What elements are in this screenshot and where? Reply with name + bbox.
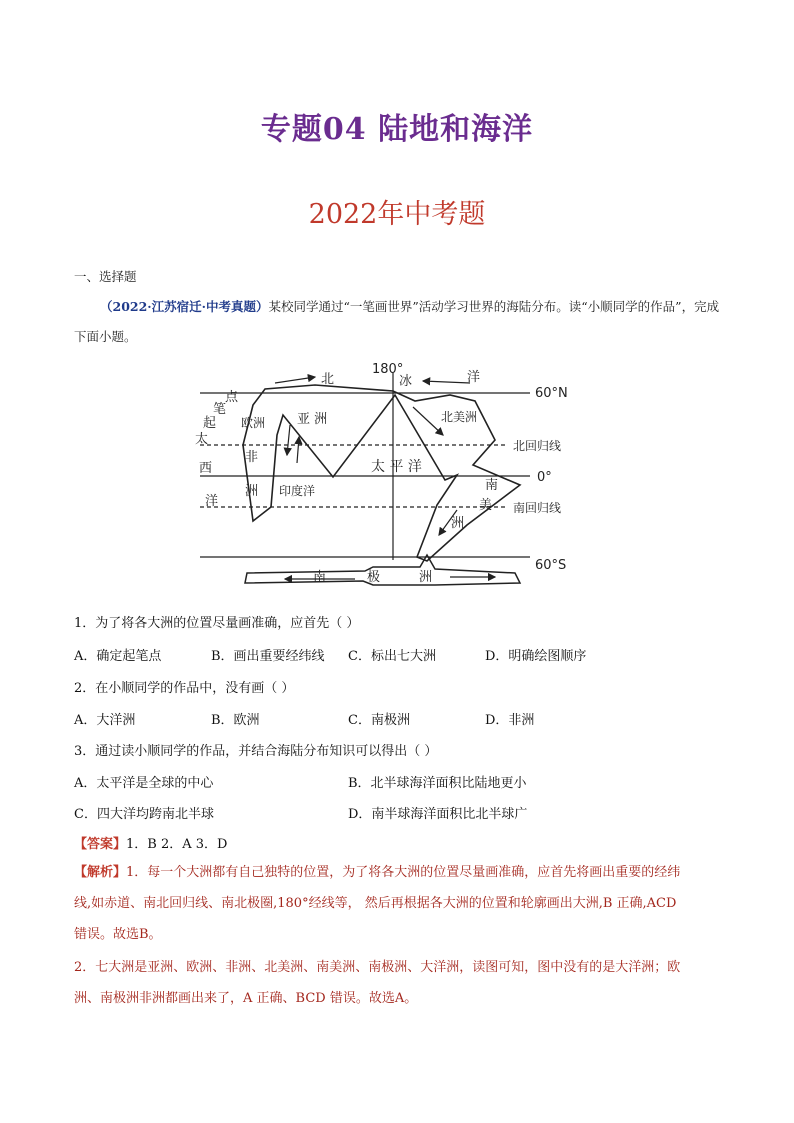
africa-char-2: 洲 (245, 484, 259, 499)
lat-60s-label: 60°S (535, 558, 567, 573)
q1-option-b: B．画出重要经纬线 (211, 649, 325, 664)
start-point-char-2: 笔 (213, 402, 227, 417)
explanation-1 (74, 857, 726, 950)
answer-text: 1．B 2．A 3．D (126, 837, 228, 852)
explanation-1-line-2: 线,如赤道、南北回归线、南北极圈,180°经线等， 然后再根据各大洲的位置和轮廓画出大洲,B 正确,ACD (74, 896, 677, 911)
section-heading: 一、选择题 (74, 269, 137, 284)
q2-option-b: B．欧洲 (211, 713, 260, 728)
arctic-char-1: 北 (321, 372, 335, 387)
question-1-stem: 1．为了将各大洲的位置尽量画准确，应首先（ ） (74, 616, 360, 631)
start-point-char-3: 点 (225, 390, 239, 405)
q3-option-c: C．四大洋均跨南北半球 (74, 807, 214, 822)
explanation-1-line-1-text: 1．每一个大洲都有自己独特的位置，为了将各大洲的位置尽量画准确，应首先将画出重要的经纬 (126, 865, 681, 880)
antarctica-outline (245, 555, 520, 585)
explanation-1-line-3: 错误。故选B。 (74, 927, 162, 942)
q1-option-d: D．明确绘图顺序 (485, 649, 587, 664)
explanation-1-line-1 (74, 857, 726, 888)
question-source: （2022·江苏宿迁·中考真题） (100, 299, 269, 314)
explanation-2-line-1: 2．七大洲是亚洲、欧洲、非洲、北美洲、南美洲、南极洲、大洋洲，读图可知，图中没有的是大洋洲；欧 (74, 960, 681, 975)
meridian-180-label: 180° (372, 362, 404, 377)
arctic-char-2: 冰 (399, 374, 413, 389)
q3-option-d: D．南半球海洋面积比北半球广 (348, 807, 528, 822)
indian-ocean-label: 印度洋 (279, 484, 316, 498)
page-subtitle: 2022年中考题 (308, 199, 486, 230)
explanation-2 (74, 952, 726, 1014)
q3-option-a: A．太平洋是全球的中心 (74, 776, 214, 791)
south-america-char-1: 南 (485, 478, 499, 493)
equator-label: 0° (537, 470, 552, 485)
arctic-char-3: 洋 (467, 370, 481, 385)
lat-60n-label: 60°N (535, 386, 568, 401)
antarctica-char-1: 南 (313, 570, 327, 585)
antarctica-char-2: 极 (367, 570, 381, 585)
pacific-label: 太 平 洋 (371, 459, 422, 475)
q3-option-b: B．北半球海洋面积比陆地更小 (348, 776, 527, 791)
q1-option-a: A．确定起笔点 (74, 649, 162, 664)
south-america-char-3: 洲 (451, 516, 465, 531)
explanation-tag: 【解析】 (74, 865, 127, 880)
asia-label: 亚 洲 (297, 412, 328, 427)
antarctica-char-3: 洲 (419, 570, 433, 585)
south-america-char-2: 美 (479, 498, 493, 513)
tropic-n-label: 北回归线 (513, 439, 562, 453)
q2-option-c: C．南极洲 (348, 713, 410, 728)
answer-line (74, 833, 227, 852)
atlantic-char-3: 洋 (205, 494, 219, 509)
world-sketch-map (195, 355, 575, 595)
atlantic-char-1: 太 (195, 432, 209, 447)
q2-option-d: D．非洲 (485, 713, 535, 728)
africa-char-1: 非 (245, 450, 259, 465)
europe-label: 欧洲 (241, 416, 266, 430)
question-3-stem: 3．通过读小顺同学的作品，并结合海陆分布知识可以得出（ ） (74, 744, 438, 759)
start-point-char-1: 起 (203, 416, 217, 431)
q1-option-c: C．标出七大洲 (348, 649, 436, 664)
tropic-s-label: 南回归线 (513, 501, 562, 515)
question-intro (74, 292, 724, 352)
atlantic-char-2: 西 (199, 461, 213, 476)
page-title: 专题04 陆地和海洋 (260, 112, 534, 147)
q2-option-a: A．大洋洲 (74, 713, 136, 728)
answer-tag: 【答案】 (74, 837, 127, 852)
question-2-stem: 2．在小顺同学的作品中，没有画（ ） (74, 681, 295, 696)
explanation-2-line-2: 洲、南极洲非洲都画出来了，A 正确、BCD 错误。故选A。 (74, 991, 418, 1006)
intro-text: 某校同学通过“一笔画世界”活动学习世界的海陆分布。读“小顺同学的作品”，完成下面小题。 (74, 299, 720, 344)
north-america-label: 北美洲 (441, 410, 478, 424)
